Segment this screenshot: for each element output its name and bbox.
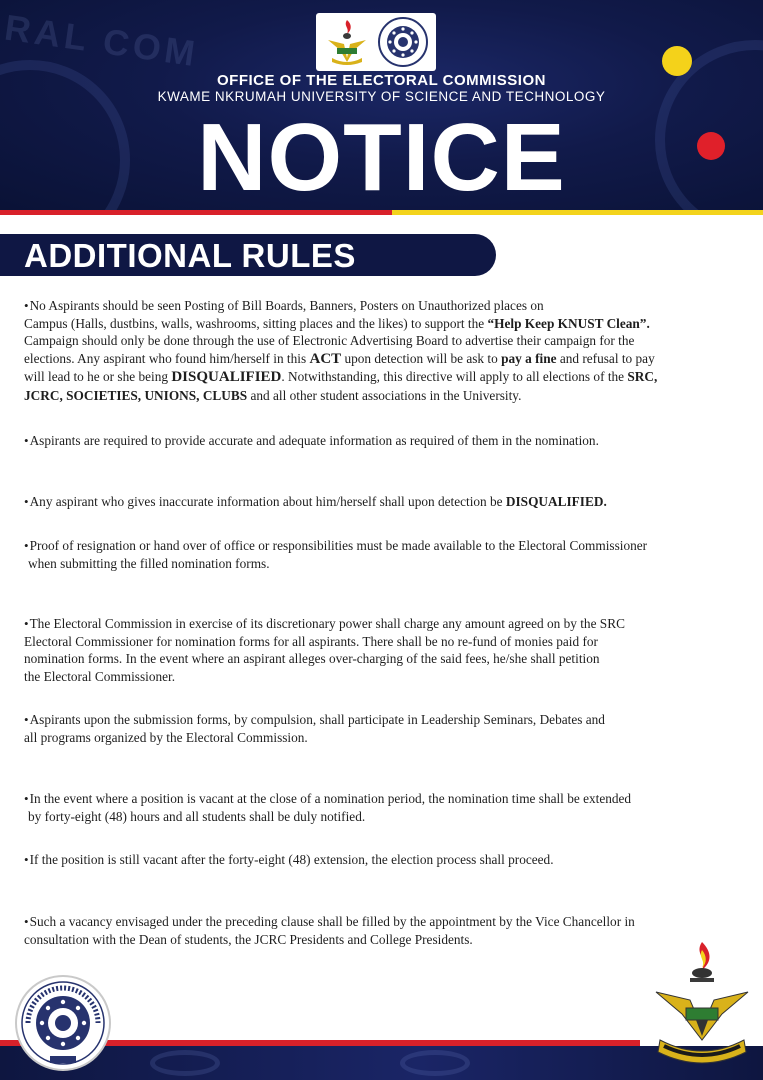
bullet-icon: • <box>24 914 29 929</box>
rule-text: upon detection will be ask to <box>344 350 498 366</box>
rule-item-1 <box>24 297 724 404</box>
rule-text: by forty-eight (48) hours and all students shall be duly notified. <box>28 808 366 824</box>
rule-text: Such a vacancy envisaged under the preceding clause shall be filled by the appointment by the Vice Chancellor in <box>29 914 635 929</box>
bullet-icon: • <box>24 538 29 553</box>
rule-text: all programs organized by the Electoral Commission. <box>24 729 308 745</box>
knust-crest <box>652 940 752 1075</box>
rule-text: the Electoral Commissioner. <box>24 668 176 684</box>
bullet-icon: • <box>24 494 29 509</box>
rule-text: Proof of resignation or hand over of office or responsibilities must be made available to the Electoral Commissioner <box>29 538 648 553</box>
rule-text: No Aspirants should be seen Posting of Bill Boards, Banners, Posters on Unauthorized places on <box>29 298 544 313</box>
header-banner <box>0 0 763 210</box>
rule-text: nomination forms. In the event where an aspirant alleges over-charging of the said fees, he/she shall petition <box>24 651 600 666</box>
section-title: ADDITIONAL RULES <box>24 237 356 274</box>
yellow-stripe <box>392 210 763 215</box>
rule-item-4 <box>24 537 724 572</box>
rule-text: Aspirants upon the submission forms, by compulsion, shall participate in Leadership Seminars, Debates and <box>29 712 605 727</box>
rule-text: and refusal to pay <box>559 350 655 366</box>
rule-emphasis: ACT <box>309 350 342 367</box>
bullet-icon: • <box>24 791 29 806</box>
rule-text: when submitting the filled nomination forms. <box>28 555 270 571</box>
rule-text: In the event where a position is vacant at the close of a nomination period, the nomination time shall be extended <box>29 791 632 806</box>
rule-emphasis: SRC, <box>627 369 658 384</box>
header-logos <box>316 13 436 71</box>
footer-watermark <box>400 1050 470 1076</box>
rule-text: Any aspirant who gives inaccurate information about him/herself shall upon detection be <box>29 494 503 509</box>
rule-emphasis: JCRC, SOCIETIES, UNIONS, CLUBS <box>24 387 248 403</box>
rule-text: elections. Any aspirant who found him/herself in this <box>24 350 307 366</box>
rule-text: and all other student associations in the University. <box>250 387 522 403</box>
rule-text: will lead to he or she being <box>24 369 169 384</box>
electoral-commission-seal <box>14 974 112 1072</box>
notice-title: NOTICE <box>197 104 566 210</box>
footer-watermark <box>150 1050 220 1076</box>
bullet-icon: • <box>24 712 29 727</box>
rule-item-6 <box>24 711 724 746</box>
footer-band <box>0 1046 763 1080</box>
rule-text: The Electoral Commission in exercise of its discretionary power shall charge any amount agreed on by the SRC <box>29 616 625 631</box>
electoral-commission-seal-logo <box>378 17 428 67</box>
rule-item-5 <box>24 615 724 685</box>
office-heading: OFFICE OF THE ELECTORAL COMMISSION <box>217 72 546 89</box>
rule-emphasis: DISQUALIFIED. <box>505 494 607 509</box>
rule-text: Campus (Halls, dustbins, walls, washrooms, sitting places and the likes) to support the <box>24 315 485 331</box>
bullet-icon: • <box>24 852 29 867</box>
rule-emphasis: “Help Keep KNUST Clean”. <box>487 315 650 331</box>
rule-text: Campaign should only be done through the use of Electronic Advertising Board to advertise their campaign for the <box>24 333 635 348</box>
ghost-watermark-text: RAL COM <box>2 6 202 75</box>
rule-item-7 <box>24 790 724 825</box>
rule-text: consultation with the Dean of students, the JCRC Presidents and College Presidents. <box>24 931 473 947</box>
bullet-icon: • <box>24 298 29 313</box>
knust-crest-logo <box>324 18 370 66</box>
rule-item-9 <box>24 913 724 948</box>
bullet-icon: • <box>24 433 29 448</box>
rule-text: If the position is still vacant after the forty-eight (48) extension, the election process shall proceed. <box>29 852 554 867</box>
rule-item-3 <box>24 493 724 511</box>
rule-item-2 <box>24 432 724 450</box>
rule-text: Electoral Commissioner for nomination forms for all aspirants. There shall be no re-fund of monies paid for <box>24 633 598 649</box>
red-stripe <box>0 210 392 215</box>
rule-text: . Notwithstanding, this directive will apply to all elections of the <box>281 369 625 384</box>
rule-item-8 <box>24 851 724 869</box>
rule-emphasis: pay a fine <box>501 350 557 366</box>
rule-emphasis: DISQUALIFIED <box>171 369 282 385</box>
rule-text: Aspirants are required to provide accurate and adequate information as required of them in the nomination. <box>29 433 599 448</box>
university-heading: KWAME NKRUMAH UNIVERSITY OF SCIENCE AND TECHNOLOGY <box>157 89 606 104</box>
bullet-icon: • <box>24 616 29 631</box>
